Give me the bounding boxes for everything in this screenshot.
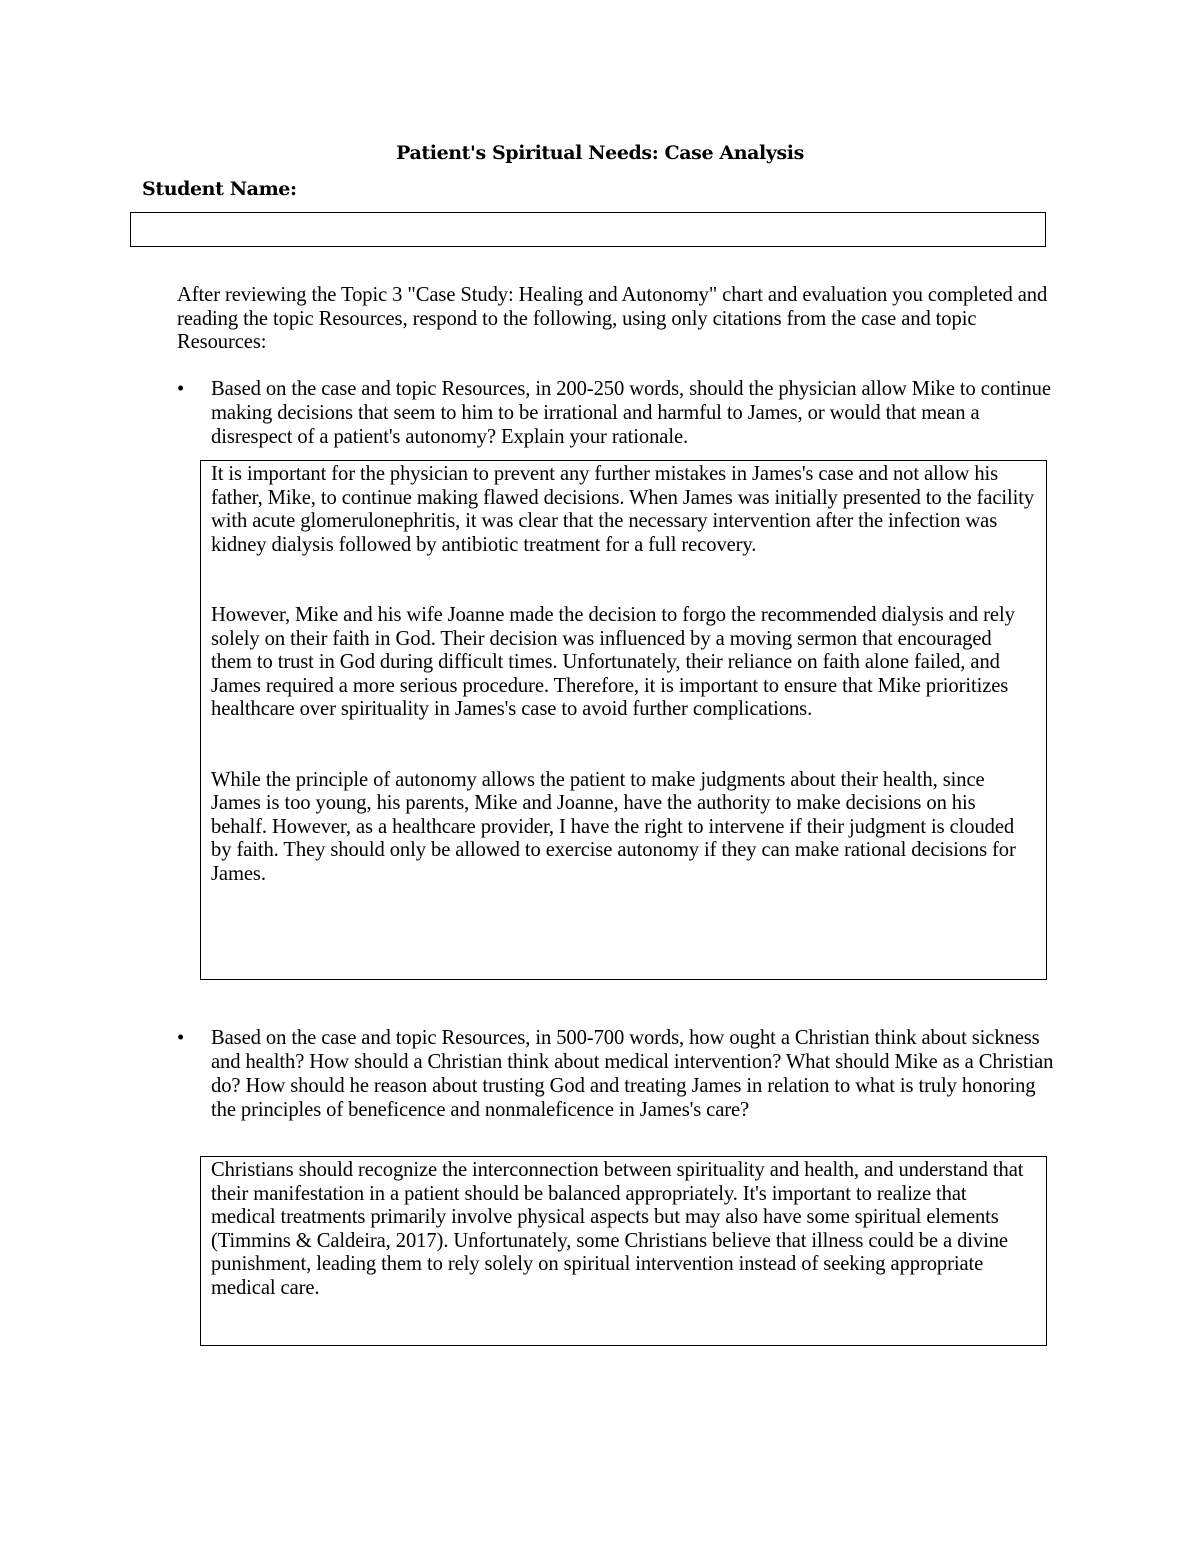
question-1-prompt: Based on the case and topic Resources, in 200-250 words, should the physician allow Mike to continue making decisions that seem to him to be irrational and harmful to James, or would that mean a disrespect of a patient's autonomy? Explain your rationale. (211, 378, 1051, 448)
student-name-field[interactable] (130, 212, 1046, 247)
bullet-marker: • (177, 1027, 185, 1049)
document-title: Patient's Spiritual Needs: Case Analysis (396, 142, 804, 164)
answer-1-box[interactable] (200, 460, 1047, 980)
answer-1-paragraph-3: While the principle of autonomy allows the patient to make judgments about their health, since James is too young, his parents, Mike and Joanne, have the authority to make decisions on his behalf. However, as a healthcare provider, I have the right to intervene if their judgment is clouded by faith. They should only be allowed to exercise autonomy if they can make rational decisions for James. (211, 768, 1016, 885)
answer-2-box[interactable] (200, 1156, 1047, 1346)
answer-2-paragraph-1: Christians should recognize the interconnection between spirituality and health, and understand that their manifestation in a patient should be balanced appropriately. It's important to realize that medical treatments primarily involve physical aspects but may also have some spiritual elements (Timmins & Caldeira, 2017). Unfortunately, some Christians believe that illness could be a divine punishment, leading them to rely solely on spiritual intervention instead of seeking appropriate medical care. (211, 1159, 1024, 1299)
answer-1-paragraph-2: However, Mike and his wife Joanne made the decision to forgo the recommended dialysis and rely solely on their faith in God. Their decision was influenced by a moving sermon that encouraged them to trust in God during difficult times. Unfortunately, their reliance on faith alone failed, and James required a more serious procedure. Therefore, it is important to ensure that Mike prioritizes healthcare over spirituality in James's case to avoid further complications. (211, 604, 1015, 720)
question-1 (177, 377, 1057, 449)
answer-1-paragraph-1: It is important for the physician to prevent any further mistakes in James's case and not allow his father, Mike, to continue making flawed decisions. When James was initially presented to the facility with acute glomerulonephritis, it was clear that the necessary intervention after the infection was kidney dialysis followed by antibiotic treatment for a full recovery. (211, 463, 1035, 556)
bullet-marker: • (177, 378, 185, 400)
question-2-prompt: Based on the case and topic Resources, in 500-700 words, how ought a Christian think about sickness and health? How should a Christian think about medical intervention? What should Mike as a Christian do? How should he reason about trusting God and treating James in relation to what is truly honoring the principles of beneficence and nonmaleficence in James's care? (211, 1027, 1054, 1121)
instructions-paragraph: After reviewing the Topic 3 "Case Study: Healing and Autonomy" chart and evaluation you completed and reading the topic Resources, respond to the following, using only citations from the case and topic Resources: (177, 284, 1048, 353)
student-name-label: Student Name: (142, 178, 297, 200)
question-2 (177, 1026, 1057, 1122)
